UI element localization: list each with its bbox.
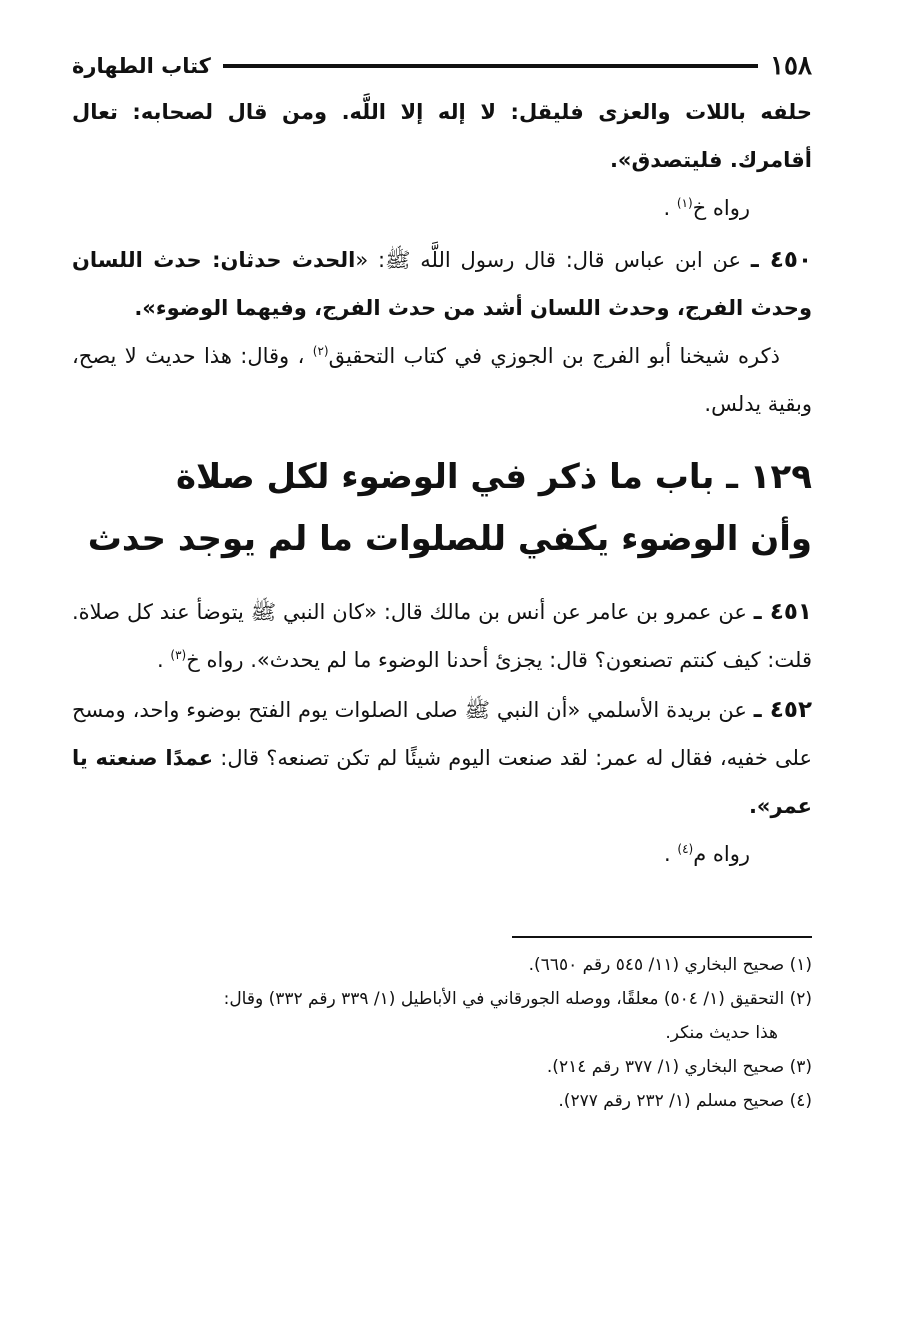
header-rule: [223, 64, 758, 68]
footnote-ref[interactable]: (٢): [312, 344, 329, 358]
hadith-text: عن عمرو بن عامر عن أنس بن مالك قال: «كان النبي ﷺ يتوضأ عند كل صلاة. قلت: كيف كنتم تصنعون؟ قال: يجزئ أحدنا الوضوء ما لم يحدث». رواه خ: [72, 600, 812, 672]
hadith-450: [72, 236, 812, 332]
hadith-close: ».: [748, 794, 771, 818]
book-title: كتاب الطهارة: [72, 54, 211, 78]
hadith-close: ».: [134, 296, 156, 320]
continuation-source: [72, 184, 812, 232]
chapter-heading: [72, 446, 812, 570]
chapter-title-line-1: ١٢٩ ـ باب ما ذكر في الوضوء لكل صلاة: [175, 457, 812, 497]
footnote-divider: [512, 936, 812, 938]
footnotes: [72, 948, 812, 1118]
footnote-text: (١) صحيح البخاري (١١/ ٥٤٥ رقم ٦٦٥٠).: [528, 955, 812, 975]
end-mark: .: [664, 842, 671, 866]
footnote-2: [72, 982, 812, 1050]
footnote-ref[interactable]: (٣): [170, 648, 187, 662]
footnote-text: (٤) صحيح مسلم (١/ ٢٣٢ رقم ٢٧٧).: [558, 1091, 812, 1111]
footnote-continuation: هذا حديث منكر.: [665, 1023, 778, 1043]
footnote-ref[interactable]: (٤): [677, 842, 694, 856]
chapter-title-line-2: وأن الوضوء يكفي للصلوات ما لم يوجد حدث: [87, 519, 812, 559]
page-number: ١٥٨: [770, 51, 812, 81]
footnote-3: [72, 1050, 812, 1084]
hadith-number: ٤٥١ ـ: [753, 599, 812, 625]
hadith-452: [72, 686, 812, 830]
source-label: رواه م: [693, 842, 750, 866]
note-text-b: ، وقال: هذا حديث لا يصح، وبقية يدلس.: [72, 344, 812, 416]
book-page: [72, 44, 812, 1118]
footnote-4: [72, 1084, 812, 1118]
note-text-a: ذكره شيخنا أبو الفرج بن الجوزي في كتاب التحقيق: [328, 344, 780, 368]
hadith-matn: الحدث حدثان: حدث اللسان وحدث الفرج، وحدث اللسان أشد من حدث الفرج، وفيهما الوضوء: [72, 248, 812, 320]
hadith-number: ٤٥٠ ـ: [750, 247, 812, 273]
hadith-reply: عمدًا صنعته يا عمر: [72, 746, 812, 818]
footnote-ref[interactable]: (١): [676, 196, 693, 210]
footnote-1: [72, 948, 812, 982]
main-text: [72, 88, 812, 878]
hadith-451: [72, 588, 812, 684]
running-header: [72, 44, 812, 88]
footnote-text: (٣) صحيح البخاري (١/ ٣٧٧ رقم ٢١٤).: [546, 1057, 812, 1077]
source-label: رواه خ: [692, 196, 750, 220]
end-mark: .: [157, 648, 164, 672]
hadith-number: ٤٥٢ ـ: [753, 697, 813, 723]
end-mark: .: [663, 196, 671, 220]
hadith-intro: عن ابن عباس قال: قال رسول اللَّه ﷺ: «: [355, 248, 742, 272]
hadith-450-note: [72, 332, 812, 428]
hadith-text: عن بريدة الأسلمي «أن النبي ﷺ صلى الصلوات يوم الفتح بوضوء واحد، ومسح على خفيه، فقال له عمر: لقد صنعت اليوم شيئًا لم تكن تصنعه؟ قال:: [72, 698, 812, 770]
hadith-452-source: [72, 830, 812, 878]
footnote-text: (٢) التحقيق (١/ ٥٠٤) معلقًا، ووصله الجورقاني في الأباطيل (١/ ٣٣٩ رقم ٣٣٢) وقال:: [223, 989, 812, 1009]
continuation-text: حلفه باللات والعزى فليقل: لا إله إلا اللَّه. ومن قال لصحابه: تعال أقامرك. فليتصدق».: [72, 100, 812, 172]
